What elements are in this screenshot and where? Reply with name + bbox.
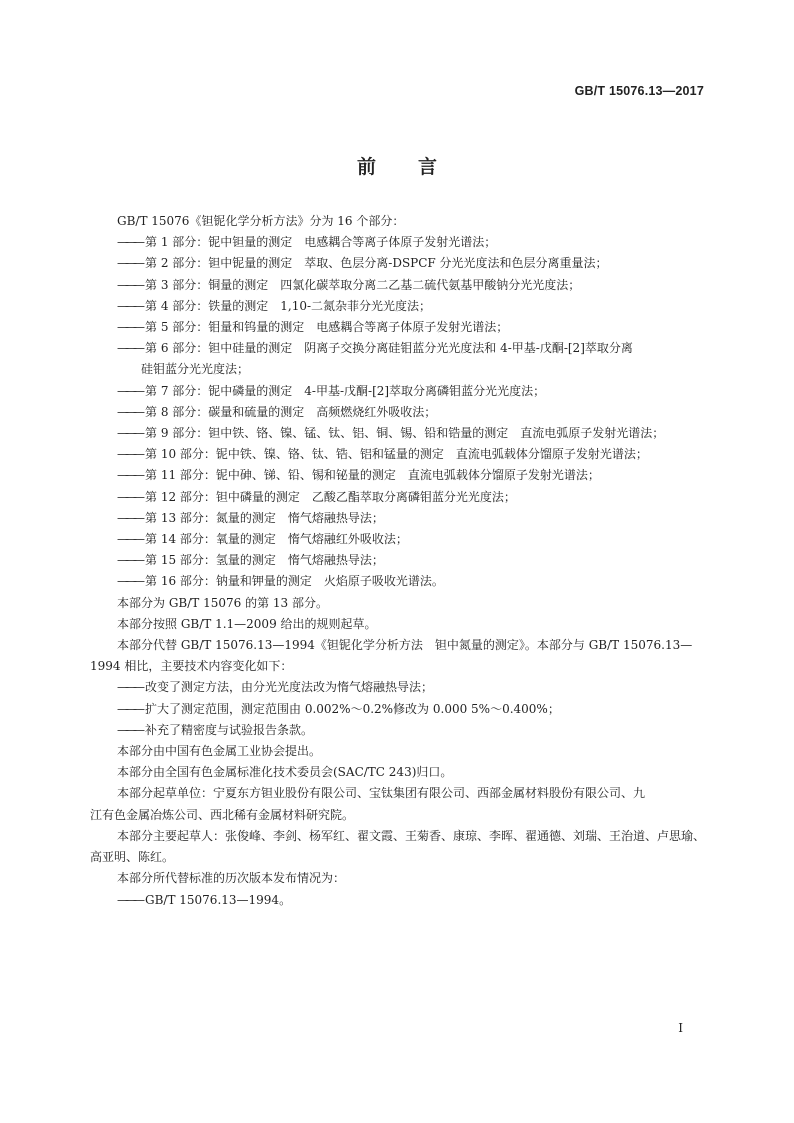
drafting-units-paragraph: 本部分起草单位：宁夏东方钽业股份有限公司、宝钛集团有限公司、西部金属材料股份有限公司、九 xyxy=(117,786,646,801)
change-list-item: ——— 改变了测定方法，由分光光度法改为惰气熔融热导法； xyxy=(90,677,706,698)
preface-body xyxy=(90,211,706,911)
drafters-paragraph: 本部分主要起草人：张俊峰、李剑、杨军红、翟文霞、王菊香、康琼、李晖、翟通德、刘瑞、王治道、卢思瑜、 xyxy=(117,828,706,843)
part-list-item: ——— 第 12 部分：钽中磷量的测定 乙酸乙酯萃取分离磷钼蓝分光光度法； xyxy=(90,487,706,508)
part-list-item: ——— 第 11 部分：铌中砷、锑、铅、锡和铋量的测定 直流电弧载体分馏原子发射光谱法； xyxy=(90,465,706,486)
previous-versions-paragraph: 本部分所代替标准的历次版本发布情况为： xyxy=(117,871,346,886)
drafters-continuation: 高亚明、陈红。 xyxy=(90,850,175,865)
part-list-item: ——— 第 4 部分：铁量的测定 1,10-二氮杂菲分光光度法； xyxy=(90,296,706,317)
proposed-by-paragraph: 本部分由中国有色金属工业协会提出。 xyxy=(117,744,322,759)
replaces-paragraph-continuation: 1994 相比，主要技术内容变化如下： xyxy=(90,659,293,674)
part-list-item: ——— 第 1 部分：铌中钽量的测定 电感耦合等离子体原子发射光谱法； xyxy=(90,232,706,253)
part-list-item: ——— 第 14 部分：氧量的测定 惰气熔融红外吸收法； xyxy=(90,529,706,550)
part-list-item: ——— 第 3 部分：铜量的测定 四氯化碳萃取分离二乙基二硫代氨基甲酸钠分光光度法； xyxy=(90,275,706,296)
centralized-by-paragraph: 本部分由全国有色金属标准化技术委员会(SAC/TC 243)归口。 xyxy=(117,765,453,780)
previous-version-item: ——— GB/T 15076.13—1994。 xyxy=(90,890,706,911)
part-list-item: ——— 第 15 部分：氢量的测定 惰气熔融热导法； xyxy=(90,550,706,571)
part-list-item: ——— 第 5 部分：钼量和钨量的测定 电感耦合等离子体原子发射光谱法； xyxy=(90,317,706,338)
page-title: 前言 xyxy=(356,156,479,178)
this-part-paragraph: 本部分为 GB/T 15076 的第 13 部分。 xyxy=(117,595,328,610)
part-list-item: ——— 第 8 部分：碳量和硫量的测定 高频燃烧红外吸收法； xyxy=(90,402,706,423)
part-list-item: ——— 第 9 部分：钽中铁、铬、镍、锰、钛、铝、铜、锡、铅和锆量的测定 直流电弧原子发射光谱法； xyxy=(90,423,706,444)
part-list-item: ——— 第 6 部分：钽中硅量的测定 阴离子交换分离硅钼蓝分光光度法和 4-甲基-戊酮-[2]萃取分离 xyxy=(90,338,706,359)
part-list-item: ——— 第 7 部分：铌中磷量的测定 4-甲基-戊酮-[2]萃取分离磷钼蓝分光光度法； xyxy=(90,381,706,402)
drafting-units-continuation: 江有色金属冶炼公司、西北稀有金属材料研究院。 xyxy=(90,807,355,822)
part-list-item: ——— 第 10 部分：铌中铁、镍、铬、钛、锆、铝和锰量的测定 直流电弧载体分馏原子发射光谱法； xyxy=(90,444,706,465)
replaces-paragraph: 本部分代替 GB/T 15076.13—1994《钽铌化学分析方法 钽中氮量的测定》。本部分与 GB/T 15076.13— xyxy=(117,638,693,653)
intro-paragraph: GB/T 15076《钽铌化学分析方法》分为 16 个部分： xyxy=(117,214,405,228)
part-list-item: ——— 第 2 部分：钽中铌量的测定 萃取、色层分离-DSPCF 分光光度法和色层分离重量法； xyxy=(90,253,706,274)
part-list-item: ——— 第 16 部分：钠量和钾量的测定 火焰原子吸收光谱法。 xyxy=(90,571,706,592)
part-list-item: ——— 第 13 部分：氮量的测定 惰气熔融热导法； xyxy=(90,508,706,529)
change-list-item: ——— 扩大了测定范围，测定范围由 0.002%～0.2%修改为 0.000 5%～0.400%； xyxy=(90,699,706,720)
standard-code: GB/T 15076.13—2017 xyxy=(574,84,704,98)
change-list-item: ——— 补充了精密度与试验报告条款。 xyxy=(90,720,706,741)
drafting-rules-paragraph: 本部分按照 GB/T 1.1—2009 给出的规则起草。 xyxy=(117,616,377,631)
part-list-item-continuation: 硅钼蓝分光光度法； xyxy=(141,362,250,377)
page-number: I xyxy=(678,1021,683,1035)
